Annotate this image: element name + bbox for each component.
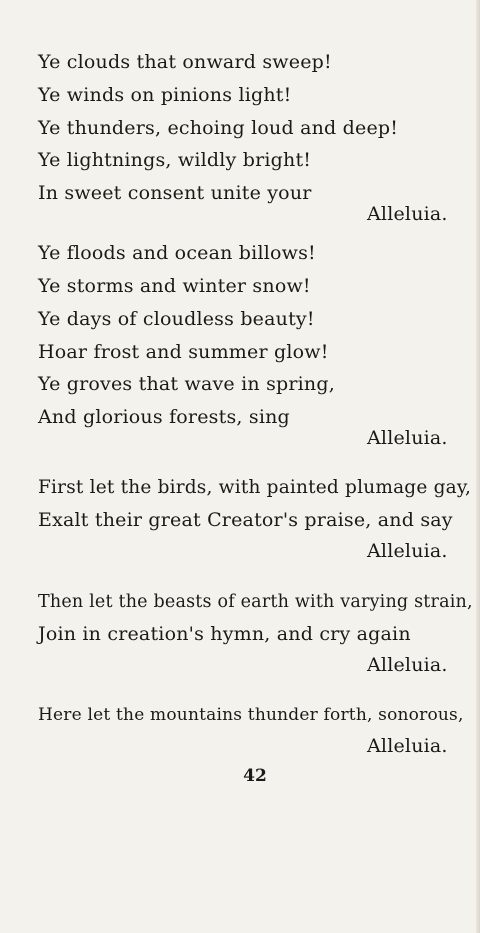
poem-line: And glorious forests, sing [38, 406, 290, 428]
poem-line: Ye lightnings, wildly bright! [38, 149, 312, 171]
poem-line: Hoar frost and summer glow! [38, 341, 329, 363]
poem-line: Ye days of cloudless beauty! [38, 308, 315, 330]
poem-line: Ye storms and winter snow! [38, 275, 311, 297]
poem-line: Ye thunders, echoing loud and deep! [38, 117, 399, 139]
poem-line: Join in creation's hymn, and cry again [38, 623, 411, 645]
poem-line: Here let the mountains thunder forth, sonorous, [38, 705, 464, 725]
poem-line: In sweet consent unite your [38, 182, 312, 204]
poem-line: Then let the beasts of earth with varying strain, [38, 592, 473, 612]
refrain-alleluia: Alleluia. [367, 203, 448, 225]
refrain-alleluia: Alleluia. [367, 735, 448, 757]
poem-line: Ye floods and ocean billows! [38, 242, 316, 264]
page-edge [476, 0, 480, 933]
poem-line: Ye winds on pinions light! [38, 84, 292, 106]
page-number: 42 [243, 766, 267, 786]
poem-line: Exalt their great Creator's praise, and say [38, 509, 453, 531]
refrain-alleluia: Alleluia. [367, 540, 448, 562]
refrain-alleluia: Alleluia. [367, 654, 448, 676]
poem-line: Ye groves that wave in spring, [38, 373, 335, 395]
poem-line: First let the birds, with painted plumage gay, [38, 477, 472, 498]
refrain-alleluia: Alleluia. [367, 427, 448, 449]
poem-line: Ye clouds that onward sweep! [38, 51, 332, 73]
